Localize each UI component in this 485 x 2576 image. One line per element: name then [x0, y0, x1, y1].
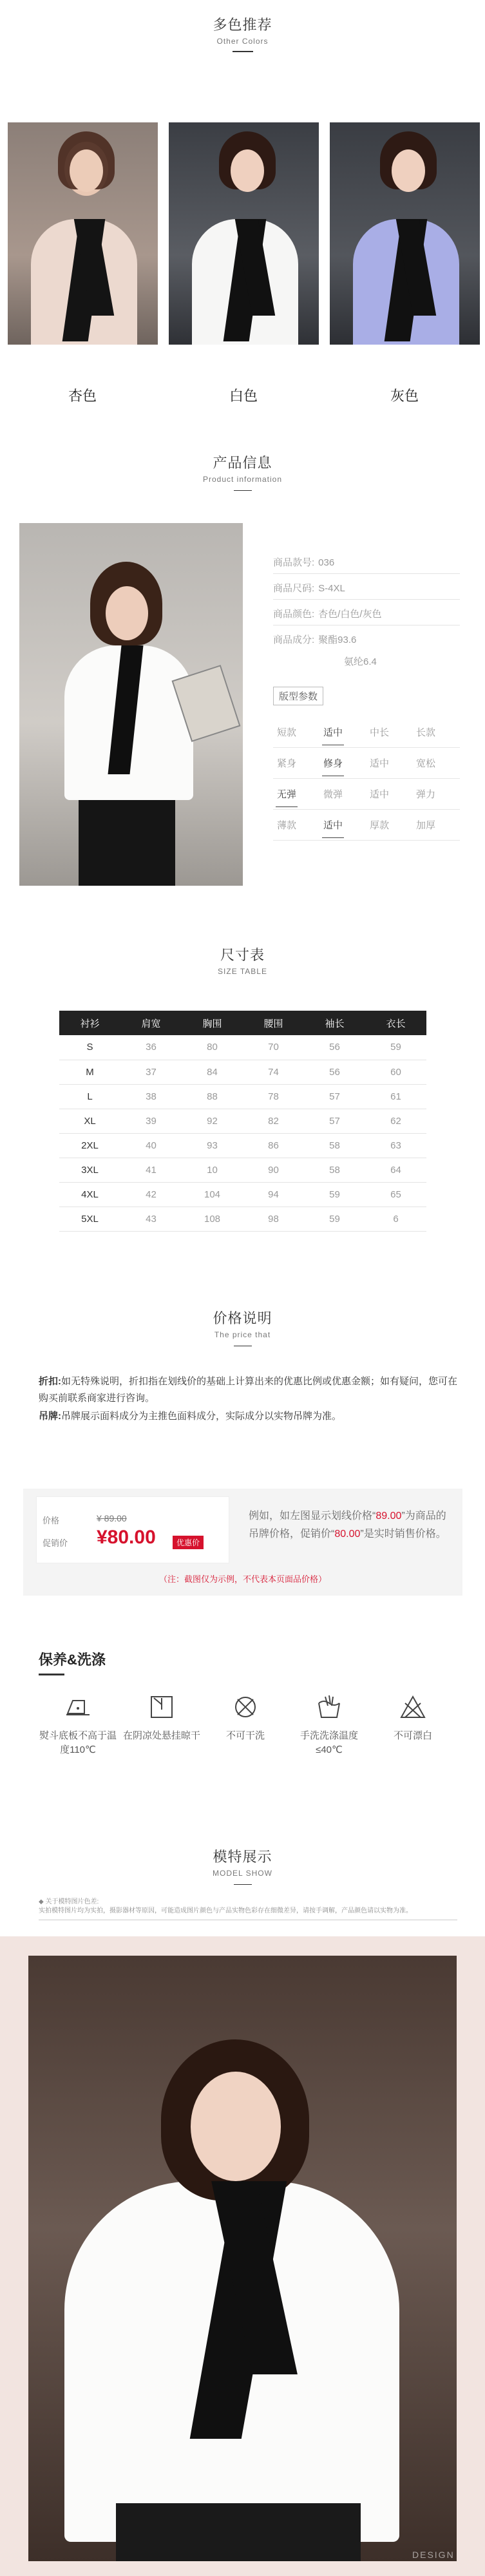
- table-cell: 38: [120, 1084, 182, 1109]
- no-dry-clean-icon: [231, 1694, 260, 1720]
- divider: [273, 778, 460, 779]
- info-row-material-2: [344, 654, 377, 668]
- table-cell: 60: [365, 1060, 426, 1084]
- divider: [273, 840, 460, 841]
- product-info-photo: [19, 523, 243, 886]
- table-cell: 58: [304, 1133, 365, 1158]
- promo-price: ¥80.00: [97, 1527, 156, 1548]
- care-item-no-dry-clean: [204, 1694, 287, 1743]
- color-photo-white[interactable]: [169, 122, 319, 345]
- info-key: 商品款号:: [273, 557, 315, 568]
- fit-param-option: 中长: [369, 727, 389, 738]
- table-cell: XL: [59, 1109, 120, 1133]
- table-cell: 93: [182, 1133, 243, 1158]
- table-row: [59, 1060, 426, 1084]
- table-cell: 84: [182, 1060, 243, 1084]
- care-item-hang-dry: [120, 1694, 204, 1743]
- table-cell: 92: [182, 1109, 243, 1133]
- care-item-iron: [36, 1694, 120, 1757]
- fit-param-option: 紧身: [276, 758, 296, 769]
- note-promo-price: 80.00: [334, 1529, 361, 1540]
- table-cell: 36: [120, 1035, 182, 1060]
- table-cell: 41: [120, 1158, 182, 1182]
- info-value: 036: [318, 557, 335, 568]
- model-show-photo: [0, 1936, 485, 2576]
- table-cell: 78: [243, 1084, 304, 1109]
- size-subtitle: SIZE TABLE: [218, 967, 267, 976]
- color-photo-grey[interactable]: [330, 122, 480, 345]
- discount-body: 如无特殊说明，折扣指在划线价的基础上计算出来的优惠比例或优惠金额；如有疑问，您可在购买前联系商家进行咨询。: [39, 1376, 458, 1404]
- size-table: [59, 1011, 426, 1232]
- info-key: 商品成分:: [273, 634, 315, 645]
- table-row: [59, 1109, 426, 1133]
- info-row-color: [273, 607, 382, 620]
- table-cell: 2XL: [59, 1133, 120, 1158]
- fit-param-option: 厚款: [369, 820, 389, 831]
- info-key: 商品尺码:: [273, 583, 315, 594]
- model-section-title: [0, 1846, 485, 1885]
- table-cell: 3XL: [59, 1158, 120, 1182]
- info-row-material: [273, 633, 356, 646]
- table-cell: 43: [120, 1207, 182, 1231]
- hang-dry-icon: [147, 1694, 176, 1720]
- list-price: ¥ 89.00: [97, 1513, 127, 1523]
- table-cell: 39: [120, 1109, 182, 1133]
- color-label-apricot: 杏色: [68, 388, 97, 404]
- divider: [273, 573, 460, 574]
- info-title: 产品信息: [213, 455, 272, 471]
- care-label: 手洗洗涤温度≤40℃: [300, 1730, 358, 1755]
- table-cell: 65: [365, 1182, 426, 1207]
- info-value: 杏色/白色/灰色: [318, 609, 382, 620]
- table-cell: 42: [120, 1182, 182, 1207]
- colors-section-title: [0, 14, 485, 52]
- care-item-no-bleach: [371, 1694, 455, 1743]
- price-footer-note: （注：截图仅为示例，不代表本页面品价格）: [158, 1574, 327, 1584]
- title-divider: [234, 1884, 252, 1885]
- color-photo-apricot[interactable]: [8, 122, 158, 345]
- table-cell: 74: [243, 1060, 304, 1084]
- colors-title: 多色推荐: [213, 17, 272, 33]
- discount-label: 折扣:: [39, 1376, 61, 1387]
- table-cell: 5XL: [59, 1207, 120, 1231]
- info-row-style-no: [273, 555, 334, 569]
- col-header: 腰围: [243, 1011, 304, 1035]
- fit-param-option: 适中: [369, 758, 389, 769]
- price-title: 价格说明: [213, 1310, 272, 1326]
- table-row: [59, 1035, 426, 1060]
- colors-subtitle: Other Colors: [216, 37, 269, 46]
- table-cell: 40: [120, 1133, 182, 1158]
- no-bleach-icon: [399, 1694, 427, 1720]
- color-label-grey: 灰色: [390, 388, 419, 404]
- size-table-header: [59, 1011, 426, 1035]
- hand-wash-icon: [315, 1694, 343, 1720]
- price-subtitle: The price that: [214, 1330, 271, 1339]
- table-cell: 58: [304, 1158, 365, 1182]
- fit-param-option: 修身: [310, 756, 356, 770]
- care-label: 熨斗底板不高于温度110℃: [39, 1730, 117, 1755]
- fit-param-option: 加厚: [415, 820, 435, 831]
- tag-body: 吊牌展示面料成分为主推色面料成分，实际成分以实物吊牌为准。: [61, 1411, 342, 1422]
- table-cell: 104: [182, 1182, 243, 1207]
- watermark: DESIGN: [412, 2550, 455, 2560]
- model-note: [39, 1898, 457, 1916]
- note-list-price: 89.00: [376, 1511, 402, 1522]
- table-cell: 88: [182, 1084, 243, 1109]
- table-cell: 82: [243, 1109, 304, 1133]
- price-section-title: [0, 1308, 485, 1346]
- title-divider: [234, 490, 252, 491]
- table-cell: 56: [304, 1060, 365, 1084]
- table-cell: 70: [243, 1035, 304, 1060]
- care-label: 在阴凉处悬挂晾干: [122, 1730, 200, 1741]
- table-cell: 59: [304, 1182, 365, 1207]
- table-cell: 86: [243, 1133, 304, 1158]
- table-cell: 64: [365, 1158, 426, 1182]
- list-price-label: 价格: [43, 1516, 60, 1525]
- divider: [273, 809, 460, 810]
- discount-badge: 优惠价: [173, 1536, 204, 1549]
- care-label: 不可干洗: [225, 1730, 265, 1741]
- table-row: [59, 1207, 426, 1231]
- table-cell: 37: [120, 1060, 182, 1084]
- info-value: S-4XL: [318, 583, 345, 594]
- fit-param-option: 宽松: [415, 758, 435, 769]
- size-title: 尺寸表: [220, 947, 265, 963]
- table-row: [59, 1158, 426, 1182]
- table-cell: 62: [365, 1109, 426, 1133]
- note-part: ”是实时销售价格。: [360, 1529, 446, 1540]
- table-cell: 57: [304, 1084, 365, 1109]
- table-cell: 59: [365, 1035, 426, 1060]
- fit-param-option: 适中: [310, 725, 356, 739]
- table-cell: 63: [365, 1133, 426, 1158]
- fit-param-option: 弹力: [415, 789, 435, 800]
- divider: [273, 747, 460, 748]
- fit-param-option: 适中: [310, 818, 356, 832]
- info-row-size: [273, 581, 345, 595]
- tag-text: [39, 1408, 457, 1425]
- discount-text: [39, 1373, 457, 1407]
- title-divider: [233, 51, 253, 52]
- table-cell: 98: [243, 1207, 304, 1231]
- table-row: [59, 1182, 426, 1207]
- table-cell: L: [59, 1084, 120, 1109]
- model-title: 模特展示: [213, 1849, 272, 1865]
- price-example-note: [249, 1507, 448, 1543]
- table-cell: 4XL: [59, 1182, 120, 1207]
- table-cell: 108: [182, 1207, 243, 1231]
- care-item-hand-wash: [287, 1694, 371, 1757]
- model-note-body: 实拍模特图片均为实拍，摄影器材等原因，可能造成图片颜色与产品实物色彩存在细微差异，请按手调解，产品颜色请以实物为准。: [39, 1907, 412, 1914]
- fit-param-option: 微弹: [323, 789, 343, 800]
- note-part: 例如，如左图显示划线价格“: [249, 1511, 376, 1522]
- table-cell: S: [59, 1035, 120, 1060]
- table-cell: 57: [304, 1109, 365, 1133]
- table-cell: M: [59, 1060, 120, 1084]
- title-divider: [39, 1674, 64, 1675]
- model-note-head: ◆ 关于模特图片色差:: [39, 1898, 99, 1905]
- color-label-white: 白色: [229, 388, 258, 404]
- divider: [273, 599, 460, 600]
- table-cell: 59: [304, 1207, 365, 1231]
- table-cell: 10: [182, 1158, 243, 1182]
- care-label: 不可漂白: [393, 1730, 432, 1741]
- col-header: 衣长: [365, 1011, 426, 1035]
- table-cell: 90: [243, 1158, 304, 1182]
- table-row: [59, 1133, 426, 1158]
- col-header: 衬衫: [59, 1011, 120, 1035]
- note-part: ”为商品的吊牌价格，促销价“: [249, 1511, 446, 1540]
- col-header: 胸围: [182, 1011, 243, 1035]
- fit-param-option: 适中: [369, 789, 389, 800]
- fit-param-option: 薄款: [276, 820, 296, 831]
- table-row: [59, 1084, 426, 1109]
- promo-price-label: 促销价: [43, 1538, 68, 1548]
- care-title: 保养&洗涤: [39, 1652, 106, 1668]
- size-section-title: [0, 944, 485, 976]
- col-header: 袖长: [304, 1011, 365, 1035]
- info-subtitle: Product information: [202, 475, 283, 484]
- fit-param-option: 长款: [415, 727, 435, 738]
- model-subtitle: MODEL SHOW: [213, 1869, 272, 1878]
- col-header: 肩宽: [120, 1011, 182, 1035]
- info-key: 商品颜色:: [273, 609, 315, 620]
- table-cell: 61: [365, 1084, 426, 1109]
- iron-icon: [64, 1694, 92, 1720]
- fit-param-option: 短款: [276, 727, 296, 738]
- table-cell: 56: [304, 1035, 365, 1060]
- table-cell: 6: [365, 1207, 426, 1231]
- info-value: 聚酯93.6: [318, 634, 357, 645]
- tag-label: 吊牌:: [39, 1411, 61, 1422]
- fit-param-option: 无弹: [264, 787, 309, 801]
- table-cell: 94: [243, 1182, 304, 1207]
- table-cell: 80: [182, 1035, 243, 1060]
- info-value: 氨纶6.4: [344, 656, 377, 667]
- info-section-title: [0, 452, 485, 491]
- param-title-tag: 版型参数: [273, 687, 323, 705]
